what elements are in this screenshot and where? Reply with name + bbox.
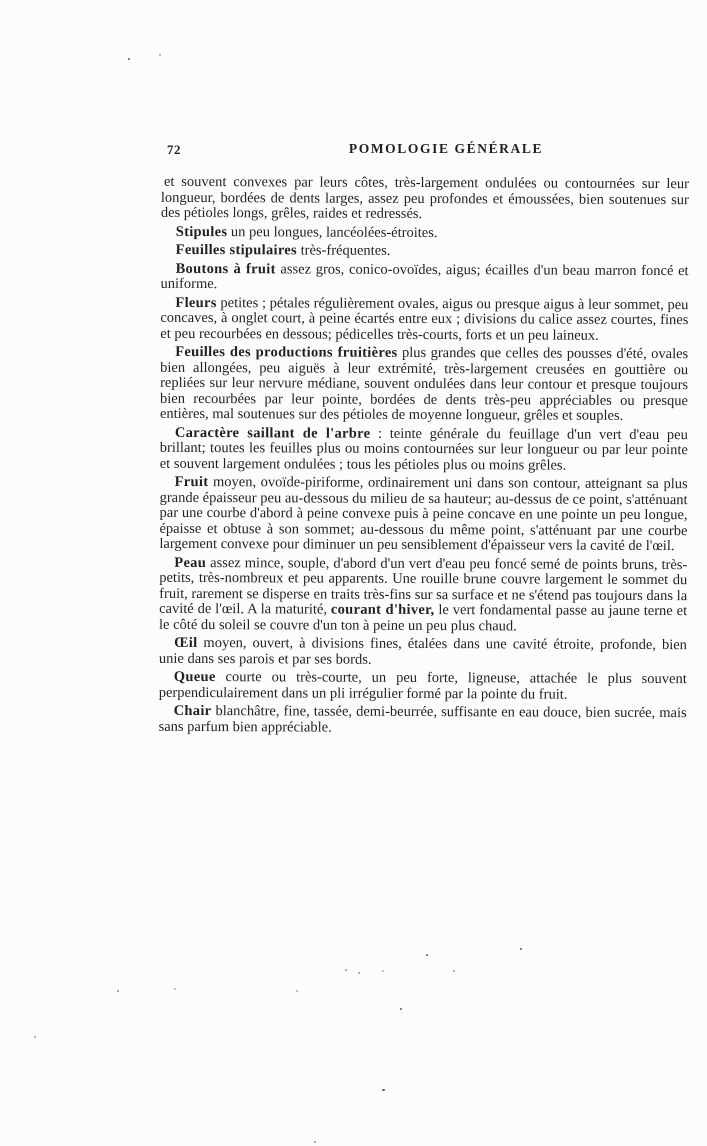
running-title: POMOLOGIE GÉNÉRALE	[348, 141, 544, 156]
scan-speck	[345, 969, 347, 971]
paragraph-lead: Stipules	[175, 223, 228, 240]
paragraph-text: assez gros, conico-ovoïdes, aigus; écailles d'un beau marron foncé et uniforme.	[160, 260, 689, 293]
scan-speck	[117, 990, 119, 992]
scan-speck	[520, 948, 522, 950]
paragraph-lead: Œil	[173, 634, 198, 652]
paragraph	[160, 345, 688, 425]
scan-speck	[128, 58, 130, 60]
paragraph	[160, 261, 688, 294]
paragraph	[160, 295, 688, 344]
paragraph-lead: Fruit	[174, 473, 209, 491]
scan-speck	[296, 990, 298, 992]
scan-speck	[358, 972, 360, 974]
paragraph	[161, 175, 689, 224]
scan-speck	[426, 954, 428, 956]
paragraph-text: le vert fondamental passe au jaune terne et le côté du soleil se couvre d'un ton à peine un peu plus chaud.	[159, 602, 688, 634]
scan-speck	[400, 1008, 402, 1010]
paragraph-text: : teinte générale du feuillage d'un vert d'eau peu brillant; toutes les feuilles plus ou moins contournées sur leur longueur ou par leur pointe et souvent largement ondulées ; tous les pétioles plus ou moins grêles.	[159, 425, 688, 474]
paragraph-lead: Feuilles des productions fruitières	[175, 343, 398, 361]
text-block	[159, 175, 689, 737]
page-number: 72	[167, 142, 181, 157]
scan-speck	[382, 1089, 385, 1091]
paragraph-lead: Chair	[173, 702, 212, 720]
paragraph-text: assez mince, souple, d'abord d'un vert d'eau peu foncé semé de points bruns, très-petits, très-nombreux et peu apparents. Une rouille brune couvre largement le sommet du fruit, rarement se disperse en traits très-fins sur sa surface et ne s'étend pas toujours dans la cavité de l'œil. A la maturité,	[159, 554, 688, 618]
paragraph-lead: Fleurs	[175, 294, 217, 311]
paragraph-text: moyen, ouvert, à divisions fines, étalées dans une cavité étroite, profonde, bien unie dans ses parois et par ses bords.	[158, 635, 687, 668]
scan-speck	[453, 970, 455, 972]
paragraph	[161, 224, 689, 242]
paragraph-text: très-fréquentes.	[296, 242, 391, 259]
paragraph-text: plus grandes que celles des pousses d'été, ovales bien allongées, peu aiguës à leur extrémité, très-largement creusées en gouttière ou repliées sur leur nervure médiane, souvent ondulées dans leur contour et presque toujours bien recourbées par leur pointe, bordées de dents très-peu appréciables ou presque entières, mal soutenues sur des pétioles de moyenne longueur, grêles et souples.	[159, 344, 689, 424]
paragraph-text: un peu longues, lancéolées-étroites.	[227, 223, 438, 241]
scan-speck	[34, 1036, 36, 1038]
paragraph-text: petites ; pétales régulièrement ovales, aigus ou presque aigus à leur sommet, peu concaves, à onglet court, à peine écartés entre eux ; divisions du calice assez courtes, fines et peu recourbées en dessous; pédicelles très-courts, forts et un peu laineux.	[160, 294, 689, 344]
paragraph	[159, 475, 687, 555]
paragraph-lead: Queue	[173, 668, 216, 686]
paragraph-lead: Peau	[174, 554, 207, 571]
paragraph	[159, 704, 687, 737]
scan-speck	[314, 1141, 316, 1143]
paragraph-text: blanchâtre, fine, tassée, demi-beurrée, suffisante en eau douce, bien sucrée, mais sans parfum bien appréciable.	[158, 703, 687, 736]
paragraph	[159, 670, 687, 703]
scan-speck	[382, 970, 384, 972]
paragraph-lead: courant d'hiver,	[330, 601, 435, 619]
page-header	[161, 141, 689, 159]
paragraph-text: moyen, ovoïde-piriforme, ordinairement uni dans son contour, atteignant sa plus grande épaisseur peu au-dessous du milieu de sa hauteur; au-dessus de ce point, s'atténuant par une courbe d'abord à peine convexe puis à peine concave en une pointe un peu longue, épaisse et obtuse à son sommet; au-dessous du même point, s'atténuant par une courbe largement convexe pour diminuer un peu sensiblement d'épaisseur vers la cavité de l'œil.	[159, 474, 688, 555]
paragraph-lead: Boutons à fruit	[175, 260, 276, 277]
paragraph-lead: Feuilles stipulaires	[175, 241, 298, 259]
scan-speck	[174, 988, 176, 990]
paragraph	[161, 243, 689, 261]
paragraph-text: et souvent convexes par leurs côtes, très-largement ondulées ou contournées sur leur longueur, bordées de dents larges, assez peu profondes et émoussées, bien soutenues sur des pétioles longs, grêles, raides et redressés.	[160, 173, 690, 222]
paragraph	[159, 555, 687, 635]
paragraph-lead: Caractère saillant de l'arbre	[174, 424, 371, 442]
paragraph-text: courte ou très-courte, un peu forte, ligneuse, attachée le plus souvent perpendiculairement dans un pli irrégulier formé par la pointe du fruit.	[158, 669, 687, 703]
paragraph	[160, 425, 688, 474]
paragraph	[159, 636, 687, 669]
scan-speck	[159, 54, 161, 56]
